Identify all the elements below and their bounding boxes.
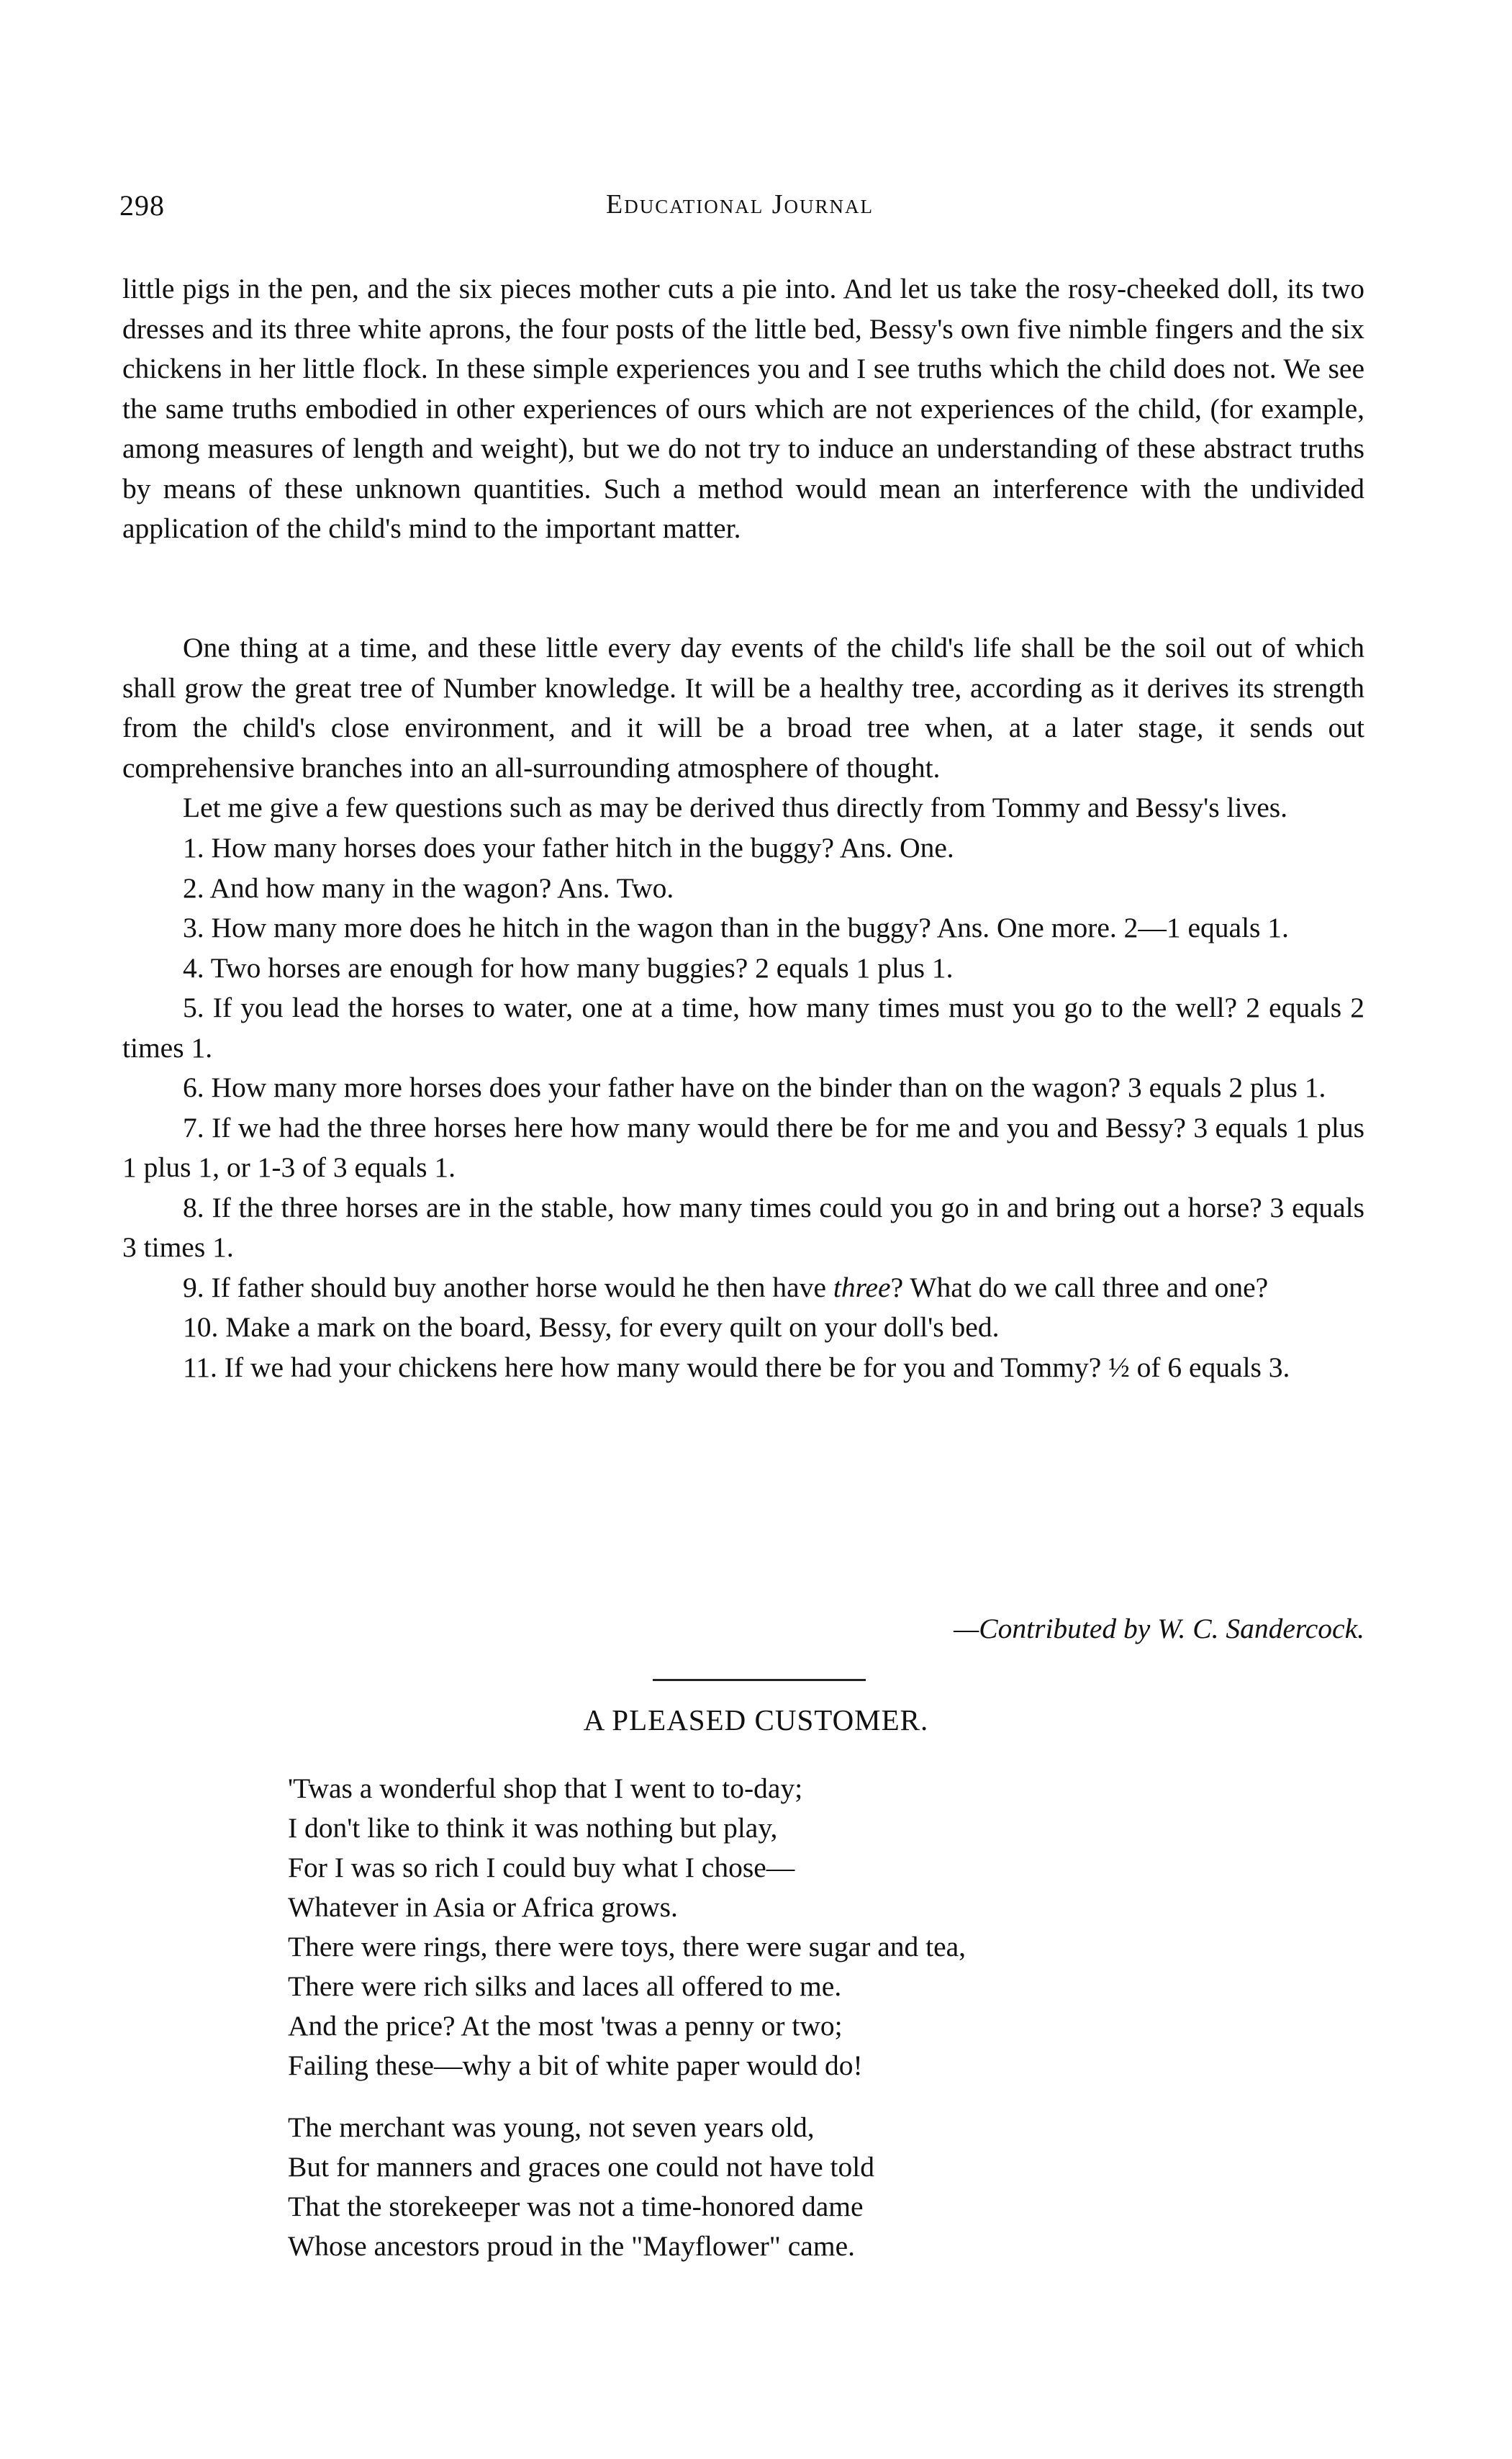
- question-item: 4. Two horses are enough for how many buggies? 2 equals 1 plus 1.: [183, 951, 954, 984]
- question-item: 3. How many more does he hitch in the wagon than in the buggy? Ans. One more. 2—1 equals 1.: [183, 912, 1289, 943]
- question-item: 1. How many horses does your father hitch in the buggy? Ans. One.: [183, 832, 954, 864]
- running-head: Educational Journal: [606, 189, 874, 219]
- question-item: 11. If we had your chickens here how many would there be for you and Tommy? ½ of 6 equals 3.: [183, 1351, 1290, 1383]
- poem-line: I don't like to think it was nothing but play,: [288, 1812, 778, 1844]
- paragraph: little pigs in the pen, and the six pieces mother cuts a pie into. And let us take the rosy-cheeked doll, its two dresses and its three white aprons, the four posts of the little bed, Bessy's own five nimble fingers and the six chickens in her little flock. In these simple experiences you and I see truths which the child does not. We see the same truths embodied in other experiences of ours which are not experiences of the child, (for example, among measures of length and weight), but we do not try to induce an understanding of these abstract truths by means of these unknown quantities. Such a method would mean an interference with the undivided application of the child's mind to the important matter.: [122, 273, 1364, 544]
- paragraph: One thing at a time, and these little every day events of the child's life shall be the soil out of which shall grow the great tree of Number knowledge. It will be a healthy tree, according as it derives its strength from the child's close environment, and it will be a broad tree when, at a later stage, it sends out comprehensive branches into an all-surrounding atmosphere of thought.: [122, 632, 1364, 784]
- poem-line: 'Twas a wonderful shop that I went to to-day;: [288, 1772, 803, 1804]
- question-text: 9. If father should buy another horse would he then have: [183, 1271, 833, 1303]
- poem-line: Whose ancestors proud in the "Mayflower" came.: [288, 2230, 855, 2262]
- page-number: 298: [119, 189, 165, 222]
- body-text-middle: [122, 628, 1364, 828]
- emphasis-word: three: [833, 1271, 891, 1303]
- question-list: [122, 828, 1364, 1387]
- poem-line: There were rich silks and laces all offered to me.: [288, 1970, 842, 2002]
- poem-line: Failing these—why a bit of white paper would do!: [288, 2050, 863, 2081]
- paragraph: Let me give a few questions such as may be derived thus directly from Tommy and Bessy's lives.: [183, 792, 1288, 823]
- poem-line: There were rings, there were toys, there were sugar and tea,: [288, 1931, 966, 1962]
- attribution: —Contributed by W. C. Sandercock.: [954, 1613, 1364, 1644]
- poem-line: For I was so rich I could buy what I chose—: [288, 1852, 795, 1883]
- question-text: ? What do we call three and one?: [890, 1271, 1269, 1303]
- poem-line: The merchant was young, not seven years old,: [288, 2111, 815, 2143]
- poem-line: But for manners and graces one could not have told: [288, 2151, 874, 2183]
- question-item: [122, 1268, 1364, 1308]
- question-item: 8. If the three horses are in the stable, how many times could you go in and bring out a horse? 3 equals 3 times 1.: [122, 1191, 1364, 1263]
- page-header: [119, 189, 1360, 229]
- attribution-block: [122, 1609, 1364, 1649]
- question-item: 2. And how many in the wagon? Ans. Two.: [183, 871, 674, 904]
- poem-line: And the price? At the most 'twas a penny or two;: [288, 2010, 843, 2042]
- question-item: 6. How many more horses does your father have on the binder than on the wagon? 3 equals 2 plus 1.: [183, 1072, 1326, 1103]
- poem-stanza-2: [288, 2108, 1295, 2266]
- poem-title: A PLEASED CUSTOMER.: [583, 1703, 929, 1736]
- question-item: 10. Make a mark on the board, Bessy, for every quilt on your doll's bed.: [183, 1311, 1000, 1343]
- section-divider: [653, 1679, 866, 1681]
- body-text-top: [122, 269, 1364, 549]
- question-item: 5. If you lead the horses to water, one at a time, how many times must you go to the well? 2 equals 2 times 1.: [122, 992, 1364, 1064]
- question-item: 7. If we had the three horses here how many would there be for me and you and Bessy? 3 equals 1 plus 1 plus 1, or 1-3 of 3 equals 1.: [122, 1111, 1364, 1183]
- poem-stanza-1: [288, 1769, 1295, 2086]
- poem-line: Whatever in Asia or Africa grows.: [288, 1891, 678, 1923]
- poem-line: That the storekeeper was not a time-honored dame: [288, 2191, 864, 2222]
